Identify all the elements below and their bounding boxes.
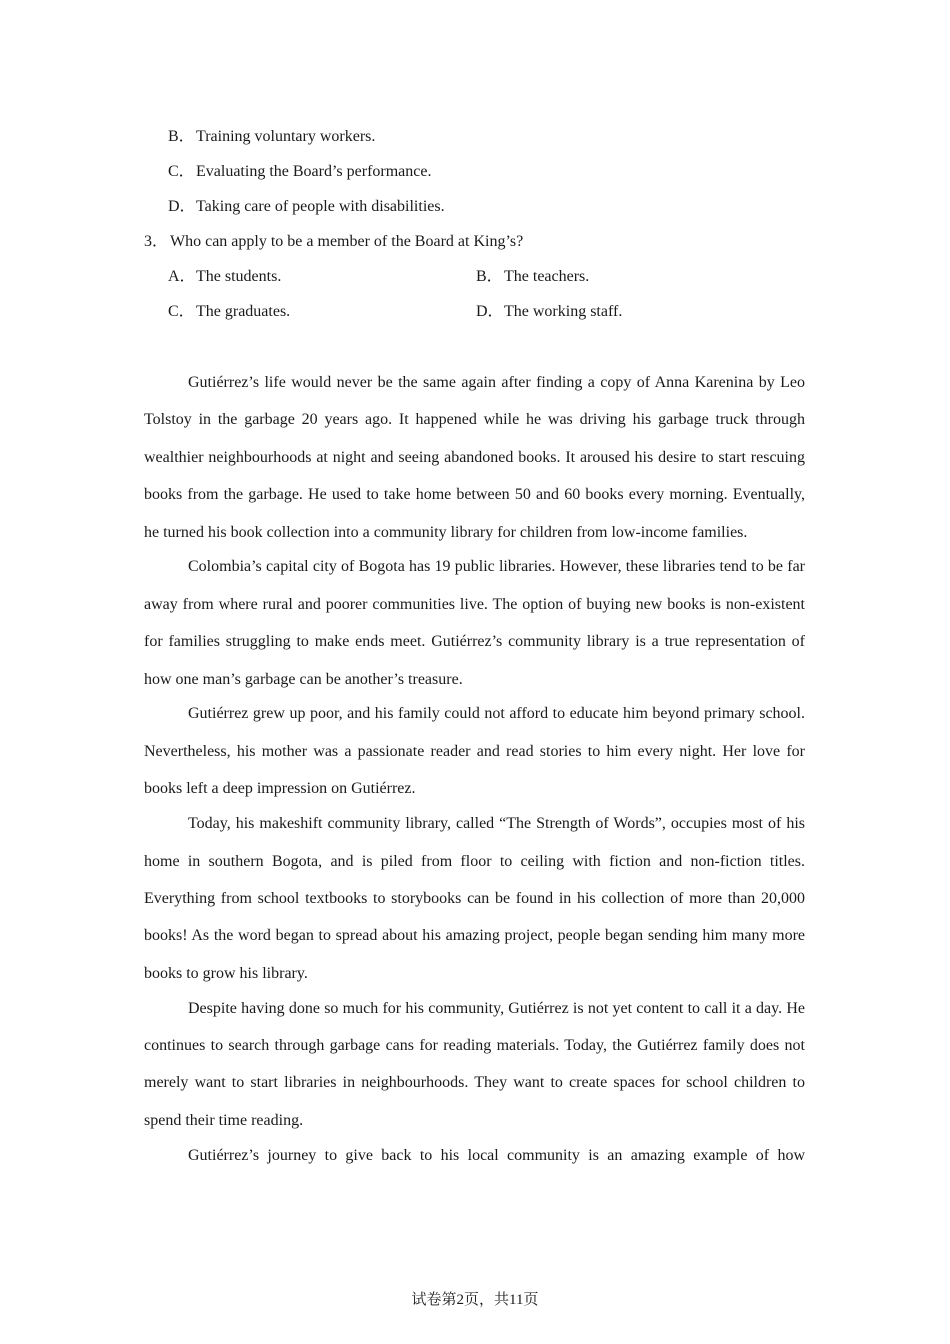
option-letter: B． bbox=[168, 128, 195, 145]
passage-paragraph: Despite having done so much for his community, Gutiérrez is not yet content to call it a day. He continues to search through garbage cans for reading materials. Today, the Gutiérrez family does not merely want to start libraries in neighbourhoods. They want to create spaces for school children to spend their time reading. bbox=[144, 999, 805, 1129]
option-letter: D． bbox=[476, 303, 504, 320]
passage-paragraph: Gutiérrez grew up poor, and his family could not afford to educate him beyond primary school. Nevertheless, his mother was a passionate reader and read stories to him every night. Her love for books left a deep impression on Gutiérrez. bbox=[144, 705, 805, 798]
q3-stem bbox=[144, 231, 523, 253]
q2-option-b bbox=[168, 126, 375, 148]
passage-paragraph-partial: Gutiérrez’s journey to give back to his local community is an amazing example of how bbox=[188, 1146, 805, 1164]
option-text: Taking care of people with disabilities. bbox=[196, 198, 445, 215]
q3-option-d bbox=[476, 301, 622, 323]
passage-paragraph: Gutiérrez’s life would never be the same again after finding a copy of Anna Karenina by Leo Tolstoy in the garbage 20 years ago. It happened while he was driving his garbage truck through wealthier neighbourhoods at night and seeing abandoned books. It aroused his desire to start rescuing books from the garbage. He used to take home between 50 and 60 books every morning. Eventually, he turned his book collection into a community library for children from low-income families. bbox=[144, 374, 805, 541]
q3-option-a bbox=[168, 266, 281, 288]
option-text: Training voluntary workers. bbox=[196, 128, 376, 145]
option-text: The students. bbox=[196, 268, 282, 285]
option-letter: C． bbox=[168, 163, 195, 180]
option-letter: A． bbox=[168, 268, 196, 285]
option-letter: B． bbox=[476, 268, 503, 285]
q2-option-c bbox=[168, 161, 431, 183]
q3-option-c bbox=[168, 301, 290, 323]
question-text: Who can apply to be a member of the Board at King’s? bbox=[170, 233, 524, 250]
option-text: The working staff. bbox=[504, 303, 623, 320]
reading-passage bbox=[144, 364, 805, 1174]
option-letter: C． bbox=[168, 303, 195, 320]
q2-option-d bbox=[168, 196, 445, 218]
option-letter: D． bbox=[168, 198, 196, 215]
page-footer: 试卷第2页，共11页 bbox=[411, 1292, 539, 1308]
option-text: The graduates. bbox=[196, 303, 291, 320]
passage-paragraph: Colombia’s capital city of Bogota has 19 public libraries. However, these libraries tend to be far away from where rural and poorer communities live. The option of buying new books is non-existent for families struggling to make ends meet. Gutiérrez’s community library is a true representation of how one man’s garbage can be another’s treasure. bbox=[144, 558, 805, 688]
question-number: 3． bbox=[144, 233, 169, 250]
passage-paragraph: Today, his makeshift community library, called “The Strength of Words”, occupies most of his home in southern Bogota, and is piled from floor to ceiling with fiction and non-fiction titles. Everything from school textbooks to storybooks can be found in his collection of more than 20,000 books! As the word began to spread about his amazing project, people began sending him many more books to grow his library. bbox=[144, 815, 805, 982]
option-text: The teachers. bbox=[504, 268, 590, 285]
q3-option-b bbox=[476, 266, 589, 288]
option-text: Evaluating the Board’s performance. bbox=[196, 163, 432, 180]
